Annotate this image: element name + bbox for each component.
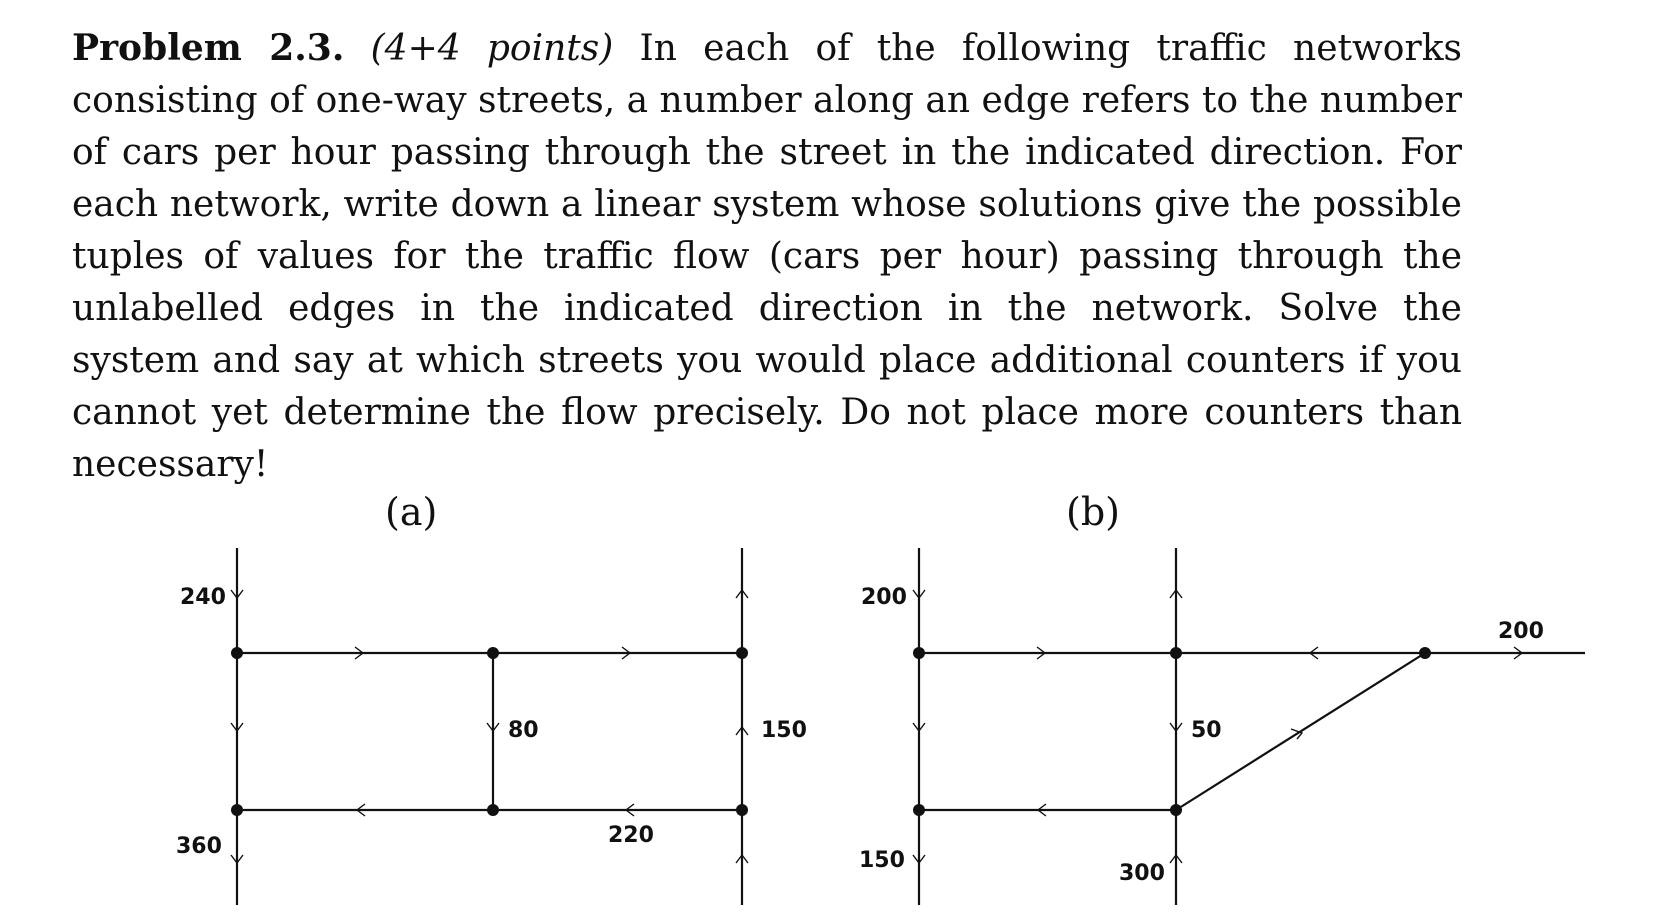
- a-node-top-middle: [487, 647, 499, 659]
- b-label-200-out: 200: [1498, 619, 1544, 644]
- b-label-150: 150: [859, 848, 905, 873]
- b-node-top-right: [1419, 647, 1431, 659]
- network-a: [176, 548, 807, 905]
- a-node-top-right: [736, 647, 748, 659]
- a-node-bottom-left: [231, 804, 243, 816]
- a-label-360: 360: [176, 834, 222, 859]
- b-label-50: 50: [1191, 718, 1222, 743]
- a-label-220: 220: [608, 823, 654, 848]
- problem-heading: Problem 2.3.: [72, 27, 345, 69]
- problem-points: (4+4 points): [370, 28, 614, 69]
- b-label-300: 300: [1119, 861, 1165, 886]
- network-b: [859, 548, 1585, 905]
- a-node-top-left: [231, 647, 243, 659]
- b-node-top-left: [913, 647, 925, 659]
- b-node-bottom-middle: [1170, 804, 1182, 816]
- a-node-bottom-right: [736, 804, 748, 816]
- b-node-top-middle: [1170, 647, 1182, 659]
- a-node-bottom-middle: [487, 804, 499, 816]
- a-label-150: 150: [761, 718, 807, 743]
- b-node-bottom-left: [913, 804, 925, 816]
- a-label-240: 240: [180, 585, 226, 610]
- problem-statement: In each of the following traffic networks consisting of one-way streets, a number along an edge refers to the number of cars per hour passing through the street in the indicated direction. For each network, write down a linear system whose solutions give the possible tuples of values for the traffic flow (cars per hour) passing through the unlabelled edges in the indicated direction in the network. Solve the system and say at which streets you would place additional counters if you cannot yet determine the flow precisely. Do not place more counters than necessary!: [72, 28, 1462, 485]
- diagram-a-caption: (a): [385, 490, 438, 534]
- a-label-80: 80: [508, 718, 539, 743]
- b-label-200-in: 200: [861, 585, 907, 610]
- diagram-b-caption: (b): [1066, 490, 1120, 534]
